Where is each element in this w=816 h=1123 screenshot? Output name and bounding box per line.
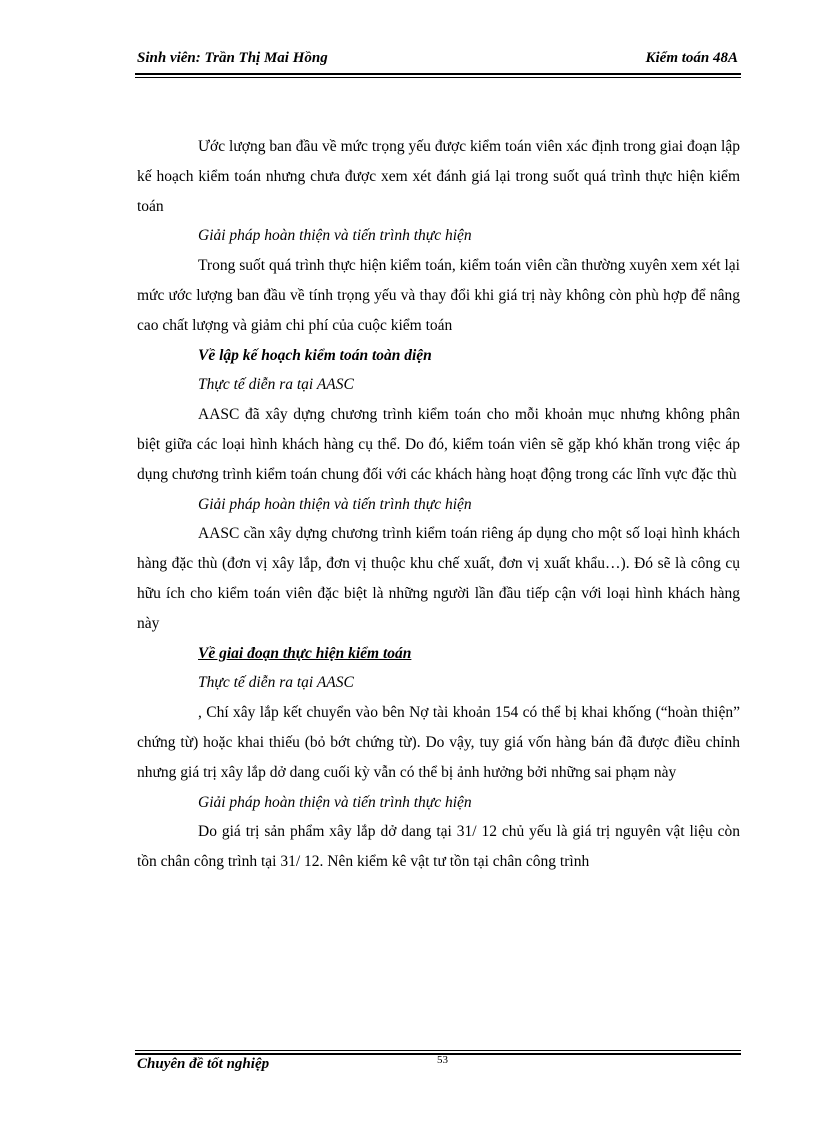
section-heading-execution: Về giai đoạn thực hiện kiểm toán: [198, 644, 412, 662]
paragraph-2: Trong suốt quá trình thực hiện kiểm toán, kiểm toán viên cần thường xuyên xem xét lại mức ước lượng ban đầu về tính trọng yếu và thay đổi khi giá trị này không còn phù hợp để nâng cao chất lượng và giảm chi phí của cuộc kiểm toán: [137, 257, 740, 334]
paragraph-5: , Chí xây lắp kết chuyển vào bên Nợ tài khoản 154 có thể bị khai khống (“hoàn thiện” chứng từ) hoặc khai thiếu (bỏ bớt chứng từ). Do vậy, tuy giá vốn hàng bán đã được điều chỉnh nhưng giá trị xây lắp dở dang cuối kỳ vẫn có thể bị ảnh hưởng bởi những sai phạm này: [137, 704, 740, 781]
footer-rule-thin: [135, 1050, 741, 1051]
subheading-reality-1: Thực tế diễn ra tại AASC: [198, 376, 354, 394]
paragraph-1: Ước lượng ban đầu về mức trọng yếu được kiểm toán viên xác định trong giai đoạn lập kế hoạch kiểm toán nhưng chưa được xem xét đánh giá lại trong suốt quá trình thực hiện kiểm toán: [137, 138, 740, 215]
footer-title: Chuyên đề tốt nghiệp: [137, 1056, 270, 1072]
header-class-name: Kiểm toán 48A: [645, 50, 738, 66]
document-body: [137, 132, 740, 877]
section-heading-planning: Về lập kế hoạch kiểm toán toàn diện: [198, 346, 432, 364]
header-rule-thick: [135, 73, 741, 75]
header-student-name: Sinh viên: Trần Thị Mai Hồng: [137, 50, 328, 66]
subheading-solution-2: Giải pháp hoàn thiện và tiến trình thực hiện: [198, 495, 472, 513]
page-number: 53: [437, 1054, 448, 1066]
subheading-solution-1: Giải pháp hoàn thiện và tiến trình thực hiện: [198, 227, 472, 245]
paragraph-6: Do giá trị sản phẩm xây lắp dở dang tại 31/ 12 chủ yếu là giá trị nguyên vật liệu còn tồn chân công trình tại 31/ 12. Nên kiểm kê vật tư tồn tại chân công trình: [137, 823, 740, 871]
subheading-solution-3: Giải pháp hoàn thiện và tiến trình thực hiện: [198, 793, 472, 811]
header-rule-thin: [135, 77, 741, 78]
paragraph-3: AASC đã xây dựng chương trình kiểm toán cho mỗi khoản mục nhưng không phân biệt giữa các loại hình khách hàng cụ thể. Do đó, kiểm toán viên sẽ gặp khó khăn trong việc áp dụng chương trình kiểm toán chung đối với các khách hàng hoạt động trong các lĩnh vực đặc thù: [137, 406, 740, 483]
paragraph-4: AASC cần xây dựng chương trình kiểm toán riêng áp dụng cho một số loại hình khách hàng đặc thù (đơn vị xây lắp, đơn vị thuộc khu chế xuất, đơn vị xuất khẩu…). Đó sẽ là công cụ hữu ích cho kiểm toán viên đặc biệt là những người lần đầu tiếp cận với loại hình khách hàng này: [137, 525, 740, 632]
subheading-reality-2: Thực tế diễn ra tại AASC: [198, 674, 354, 692]
